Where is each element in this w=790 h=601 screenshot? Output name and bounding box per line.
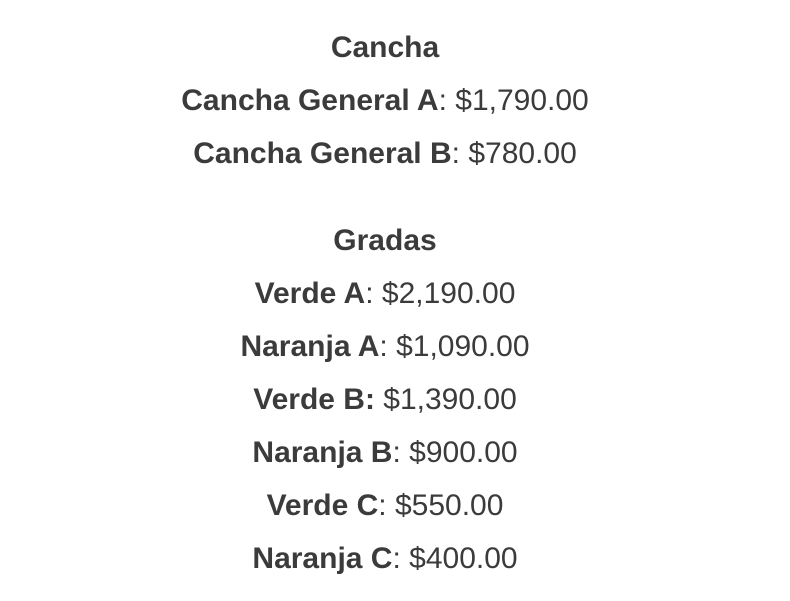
zone-label: Verde C	[266, 489, 379, 522]
zone-separator: :	[379, 330, 388, 363]
zone-label: Cancha General B	[193, 137, 452, 170]
zone-separator: :	[378, 489, 387, 522]
price-line-naranja-c	[0, 532, 770, 585]
zone-price: $900.00	[400, 436, 518, 469]
price-line-verde-b	[0, 373, 770, 426]
price-line-naranja-b	[0, 426, 770, 479]
price-line-verde-c	[0, 479, 770, 532]
zone-label: Verde A	[254, 277, 366, 310]
zone-label: Naranja C	[252, 542, 393, 575]
zone-separator: :	[392, 436, 401, 469]
section-spacer	[0, 180, 770, 215]
zone-separator: :	[392, 542, 401, 575]
zone-price: $550.00	[386, 489, 504, 522]
section-gradas	[0, 215, 770, 585]
zone-price: $1,390.00	[374, 383, 517, 416]
zone-price: $1,790.00	[446, 84, 589, 117]
zone-label: Naranja A	[240, 330, 380, 363]
zone-label: Naranja B	[252, 436, 393, 469]
zone-price: $780.00	[460, 137, 577, 170]
zone-separator: :	[365, 277, 374, 310]
zone-label: Verde B:	[253, 383, 375, 416]
section-title-cancha: Cancha	[330, 31, 440, 64]
zone-label: Cancha General A	[181, 84, 439, 117]
price-line-cancha-general-a	[0, 74, 770, 127]
section-cancha	[0, 22, 770, 180]
section-title-gradas: Gradas	[333, 224, 437, 257]
zone-price: $400.00	[400, 542, 518, 575]
zone-separator: :	[438, 84, 447, 117]
price-line-verde-a	[0, 267, 770, 320]
price-line-cancha-general-b	[0, 127, 770, 180]
price-list	[0, 22, 770, 585]
zone-price: $1,090.00	[387, 330, 530, 363]
zone-separator: :	[451, 137, 460, 170]
price-line-naranja-a	[0, 320, 770, 373]
zone-price: $2,190.00	[373, 277, 516, 310]
